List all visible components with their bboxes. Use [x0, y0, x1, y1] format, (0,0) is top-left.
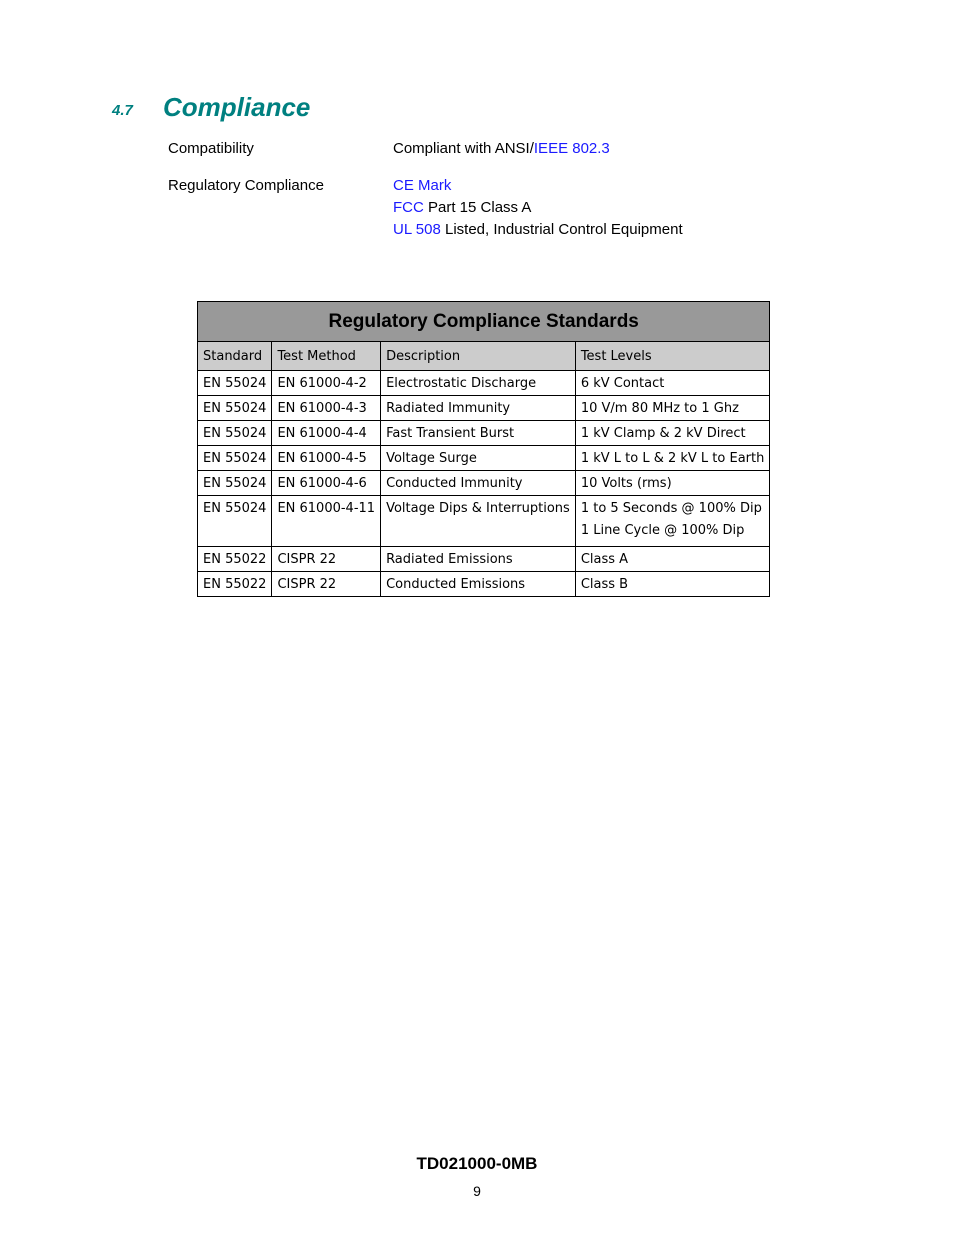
- test-levels-cell: 1 kV Clamp & 2 kV Direct: [575, 421, 770, 446]
- regulatory-value-ce: [393, 175, 451, 197]
- standard-cell: EN 55024: [198, 446, 272, 471]
- table-title-row: [198, 302, 770, 342]
- test-levels-cell: 10 V/m 80 MHz to 1 Ghz: [575, 396, 770, 421]
- description-cell: Conducted Emissions: [381, 572, 576, 597]
- ieee-link[interactable]: IEEE 802.3: [533, 140, 610, 157]
- column-header-standard: Standard: [198, 342, 272, 371]
- fcc-text: Part 15 Class A: [423, 199, 532, 216]
- test-levels-cell: [575, 496, 770, 547]
- table-row: [198, 572, 770, 597]
- compatibility-label: Compatibility: [168, 140, 254, 157]
- test-levels-line: 1 Line Cycle @ 100% Dip: [580, 523, 745, 538]
- test-method-cell: CISPR 22: [272, 572, 381, 597]
- page-number: 9: [473, 1183, 481, 1199]
- description-cell: Voltage Surge: [381, 446, 576, 471]
- standard-cell: EN 55024: [198, 371, 272, 396]
- test-levels-cell: 6 kV Contact: [575, 371, 770, 396]
- test-levels-line: 1 to 5 Seconds @ 100% Dip: [580, 501, 762, 516]
- column-header-description: Description: [381, 342, 576, 371]
- table-row: [198, 371, 770, 396]
- section-title: Compliance: [163, 92, 311, 122]
- column-header-test-levels: Test Levels: [575, 342, 770, 371]
- ul-508-link[interactable]: UL 508: [393, 221, 441, 238]
- test-levels-cell: Class A: [575, 547, 770, 572]
- test-method-cell: EN 61000-4-3: [272, 396, 381, 421]
- test-method-cell: CISPR 22: [272, 547, 381, 572]
- standard-cell: EN 55024: [198, 396, 272, 421]
- description-cell: Electrostatic Discharge: [381, 371, 576, 396]
- regulatory-standards-table: [197, 301, 770, 597]
- test-method-cell: EN 61000-4-4: [272, 421, 381, 446]
- table-header-row: [198, 342, 770, 371]
- column-header-test-method: Test Method: [272, 342, 381, 371]
- compatibility-value: [393, 138, 610, 160]
- regulatory-value-fcc: [393, 197, 531, 219]
- test-method-cell: EN 61000-4-5: [272, 446, 381, 471]
- document-id: TD021000-0MB: [416, 1154, 538, 1173]
- standard-cell: EN 55024: [198, 421, 272, 446]
- description-cell: Voltage Dips & Interruptions: [381, 496, 576, 547]
- description-cell: Fast Transient Burst: [381, 421, 576, 446]
- test-levels-cell: Class B: [575, 572, 770, 597]
- description-cell: Radiated Immunity: [381, 396, 576, 421]
- fcc-link[interactable]: FCC: [393, 199, 424, 216]
- ce-mark-link[interactable]: CE Mark: [393, 177, 452, 194]
- ul-508-text: Listed, Industrial Control Equipment: [440, 221, 683, 238]
- compatibility-value-text: Compliant with ANSI/: [393, 140, 534, 157]
- description-cell: Radiated Emissions: [381, 547, 576, 572]
- table-title: Regulatory Compliance Standards: [198, 302, 770, 342]
- table-row: [198, 446, 770, 471]
- table-row: [198, 396, 770, 421]
- table-row: [198, 547, 770, 572]
- test-method-cell: EN 61000-4-6: [272, 471, 381, 496]
- table-row: [198, 496, 770, 547]
- standard-cell: EN 55022: [198, 547, 272, 572]
- test-method-cell: EN 61000-4-2: [272, 371, 381, 396]
- test-levels-cell: 1 kV L to L & 2 kV L to Earth: [575, 446, 770, 471]
- description-cell: Conducted Immunity: [381, 471, 576, 496]
- regulatory-value-ul: [393, 219, 683, 241]
- section-number: 4.7: [112, 102, 133, 119]
- test-levels-cell: 10 Volts (rms): [575, 471, 770, 496]
- standard-cell: EN 55024: [198, 471, 272, 496]
- table-row: [198, 471, 770, 496]
- regulatory-label: Regulatory Compliance: [168, 177, 324, 194]
- test-method-cell: EN 61000-4-11: [272, 496, 381, 547]
- standard-cell: EN 55022: [198, 572, 272, 597]
- standard-cell: EN 55024: [198, 496, 272, 547]
- table-row: [198, 421, 770, 446]
